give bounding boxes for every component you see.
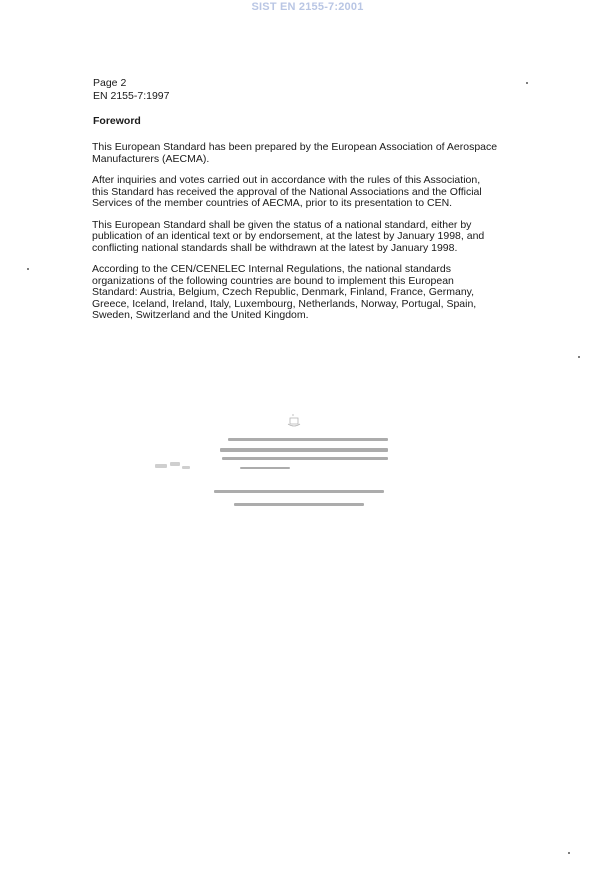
scan-speck <box>578 356 580 358</box>
paragraph-4 <box>92 264 532 322</box>
paragraph-line: Services of the member countries of AECMA, prior to its presentation to CEN. <box>92 197 453 209</box>
paragraph-line: publication of an identical text or by endorsement, at the latest by January 1998, and <box>92 230 485 242</box>
paragraph-line: Manufacturers (AECMA). <box>92 152 210 165</box>
faded-stamp <box>150 412 400 522</box>
paragraph-2 <box>92 175 532 210</box>
paragraph-line: According to the CEN/CENELEC Internal Regulations, the national standards <box>92 263 451 275</box>
paragraph-line: Sweden, Switzerland and the United Kingdom. <box>92 309 309 321</box>
scan-speck <box>568 852 570 854</box>
paragraph-line: This European Standard has been prepared by the European Association of Aerospace <box>92 141 498 153</box>
foreword-heading: Foreword <box>93 115 141 127</box>
paragraph-line: After inquiries and votes carried out in accordance with the rules of this Association, <box>92 174 481 186</box>
paragraph-line: conflicting national standards shall be withdrawn at the latest by January 1998. <box>92 241 458 254</box>
paragraph-line: Standard: Austria, Belgium, Czech Republic, Denmark, Finland, France, Germany, <box>92 286 475 298</box>
paragraph-1 <box>92 142 532 165</box>
watermark-header: SIST EN 2155-7:2001 <box>251 1 364 13</box>
page-number: Page 2 <box>93 77 127 89</box>
paragraph-line: This European Standard shall be given the status of a national standard, either by <box>92 218 472 231</box>
scan-speck <box>526 82 528 84</box>
paragraph-line: Greece, Iceland, Ireland, Italy, Luxembourg, Netherlands, Norway, Portugal, Spain, <box>92 297 477 310</box>
scan-speck <box>27 268 29 270</box>
page-header <box>93 77 169 103</box>
paragraph-line: organizations of the following countries are bound to implement this European <box>92 274 454 287</box>
paragraph-line: this Standard has received the approval of the National Associations and the Official <box>92 185 482 198</box>
standard-number: EN 2155-7:1997 <box>93 90 170 102</box>
foreword-body <box>92 142 532 332</box>
paragraph-3 <box>92 220 532 255</box>
